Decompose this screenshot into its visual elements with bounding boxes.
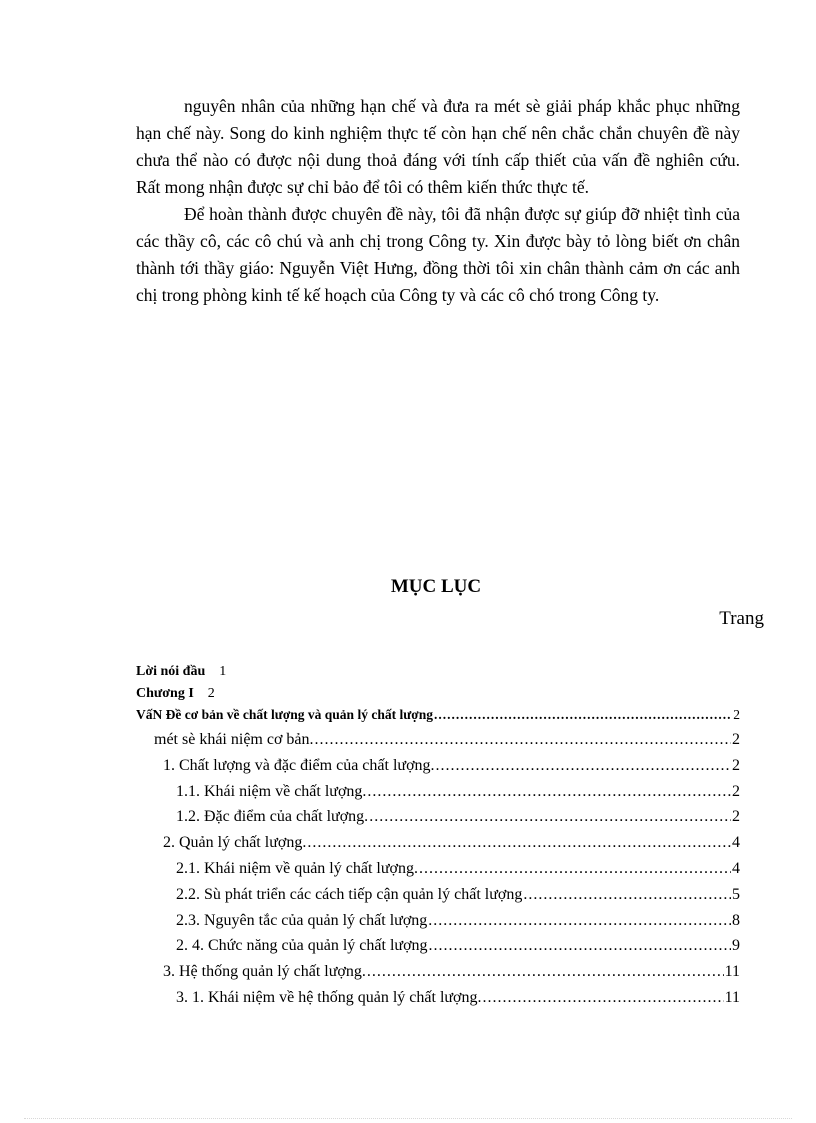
toc-entry-page: 8 xyxy=(732,912,740,929)
toc-entry-label: 3. Hệ thống quản lý chất lượng. xyxy=(163,963,366,980)
toc-entry-page: 4 xyxy=(732,860,740,877)
toc-entry xyxy=(176,989,740,1007)
toc-entry xyxy=(136,707,740,723)
toc-title: MỤC LỤC xyxy=(390,576,482,597)
toc-entry-label: Lời nói đầu xyxy=(136,664,206,679)
toc-entry xyxy=(176,912,740,930)
toc-entry-label: 2.1. Khái niệm về quản lý chất lượng. xyxy=(176,860,418,877)
toc-entry-label: 1.1. Khái niệm về chất lượng. xyxy=(176,783,367,800)
toc-entry-page: 11 xyxy=(724,963,740,980)
toc-entry-label: VấN Đề cơ bản về chất lượng và quản lý chất lượng xyxy=(136,707,434,722)
toc-entry-page: 5 xyxy=(732,886,740,903)
toc-leader xyxy=(419,860,731,878)
toc-entry-label: mét sè khái niệm cơ bản. xyxy=(154,731,314,748)
toc-entry xyxy=(163,757,740,775)
toc-entry-label: Chương I xyxy=(136,686,194,701)
paragraph: nguyên nhân của những hạn chế và đưa ra mét sè giải pháp khắc phục những hạn chế này. Song do kinh nghiệm thực tế còn hạn chế nên chắc chắn chuyên đề này chưa thể nào có được nội dung thoả đáng với tính cấp thiết của vấn đề nghiên cứu. Rất mong nhận được sự chỉ bảo để tôi có thêm kiến thức thực tế. xyxy=(136,96,740,197)
toc-entry xyxy=(136,664,226,680)
toc-leader xyxy=(367,783,731,801)
toc-entry xyxy=(176,886,740,904)
toc-entry xyxy=(176,860,740,878)
toc-entry xyxy=(176,937,740,955)
toc-leader xyxy=(428,912,731,930)
paragraph: Để hoàn thành được chuyên đề này, tôi đã nhận được sự giúp đỡ nhiệt tình của các thầy cô, các cô chú và anh chị trong Công ty. Xin được bày tỏ lòng biết ơn chân thành tới thầy giáo: Nguyễn Việt Hưng, đồng thời tôi xin chân thành cảm ơn các anh chị trong phòng kinh tế kế hoạch của Công ty và các cô chó trong Công ty. xyxy=(136,204,740,305)
page-bottom-divider xyxy=(24,1118,792,1119)
toc-entry-page: 2 xyxy=(207,686,215,701)
toc-leader xyxy=(429,937,731,955)
toc-leader xyxy=(369,808,731,826)
toc-entry xyxy=(176,808,740,826)
toc-leader xyxy=(367,963,724,981)
toc-entry xyxy=(154,731,740,749)
body-text xyxy=(136,93,740,309)
toc-entry-page: 2 xyxy=(732,783,740,800)
toc-entry xyxy=(136,686,215,702)
toc-leader xyxy=(483,989,724,1007)
toc-entry-page: 11 xyxy=(724,989,740,1006)
toc-entry-page: 1 xyxy=(219,664,227,679)
toc-entry xyxy=(163,834,740,852)
toc-entry-page: 2 xyxy=(732,731,740,748)
toc-entry-label: 2. 4. Chức năng của quản lý chất lượng xyxy=(176,937,428,954)
toc-entry-page: 4 xyxy=(732,834,740,851)
toc-entry-label: 2.3. Nguyên tắc của quản lý chất lượng xyxy=(176,912,428,929)
toc-entry-label: 1. Chất lượng và đặc điểm của chất lượng. xyxy=(163,757,435,774)
toc-leader xyxy=(307,834,731,852)
toc-entry-label: 1.2. Đặc điểm của chất lượng. xyxy=(176,808,369,825)
toc-entry-label: 3. 1. Khái niệm về hệ thống quản lý chất lượng. xyxy=(176,989,482,1006)
toc-leader xyxy=(436,757,731,775)
toc-entry xyxy=(176,783,740,801)
toc-entry-label: 2.2. Sù phát triển các cách tiếp cận quản lý chất lượng xyxy=(176,886,523,903)
toc-entry-page: 9 xyxy=(732,937,740,954)
toc-leader xyxy=(523,886,731,904)
toc-page-label: Trang xyxy=(719,608,764,629)
toc-entry-page: 2 xyxy=(732,757,740,774)
toc-entry-page: 2 xyxy=(732,808,740,825)
toc-entry-page: 2 xyxy=(733,707,740,722)
toc-entry xyxy=(163,963,740,981)
toc-leader xyxy=(315,731,731,749)
toc-leader xyxy=(434,707,732,723)
toc-entry-label: 2. Quản lý chất lượng. xyxy=(163,834,307,851)
